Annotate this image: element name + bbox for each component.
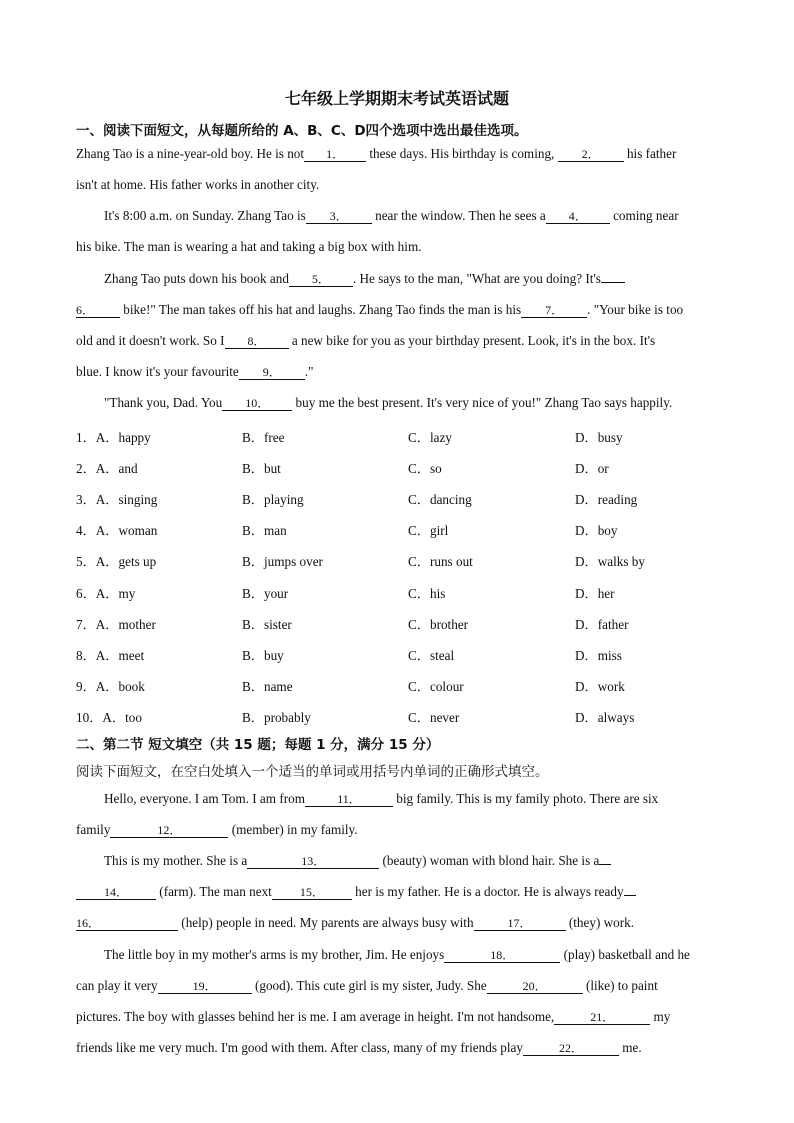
passage1-line: It's 8:00 a.m. on Sunday. Zhang Tao is 3． near the window. Then he sees a 4． coming near [104, 208, 679, 223]
section2-instruction: 阅读下面短文，在空白处填入一个适当的单词或用括号内单词的正确形式填空。 [76, 764, 549, 780]
question-4-option-d[interactable]: D．boy [575, 523, 618, 538]
blank-6[interactable]: 6． [76, 304, 120, 318]
question-3-option-d[interactable]: D．reading [575, 492, 638, 507]
passage1-line: blue. I know it's your favourite 9． ." [76, 364, 314, 379]
passage2-line: Hello, everyone. I am Tom. I am from 11． big family. This is my family photo. There are six [104, 791, 659, 806]
blank-10[interactable]: 10． [222, 397, 292, 411]
blank-18[interactable]: 18． [444, 949, 560, 963]
question-8-option-d[interactable]: D．miss [575, 648, 622, 663]
blank-3[interactable]: 3． [306, 210, 372, 224]
question-7-option-a[interactable]: 7．A．mother [76, 617, 156, 632]
blank-5[interactable]: 5． [289, 273, 353, 287]
passage1-line: 6． bike!" The man takes off his hat and laughs. Zhang Tao finds the man is his 7． . "Your bike is too [76, 302, 684, 317]
passage1-line: Zhang Tao puts down his book and 5． . He says to the man, "What are you doing? It's [104, 271, 625, 287]
blank-8[interactable]: 8． [225, 335, 289, 349]
section1-heading: 一、阅读下面短文，从每题所给的 A、B、C、D四个选项中选出最佳选项。 [76, 123, 528, 139]
blank-17[interactable]: 17． [474, 917, 566, 931]
question-2-option-a[interactable]: 2．A．and [76, 461, 138, 476]
question-2-option-c[interactable]: C．so [408, 461, 442, 476]
passage1-line: his bike. The man is wearing a hat and taking a big box with him. [76, 239, 422, 254]
question-8-option-b[interactable]: B．buy [242, 648, 284, 663]
blank-12[interactable]: 12． [110, 824, 228, 838]
question-2-option-d[interactable]: D．or [575, 461, 609, 476]
page-title: 七年级上学期期末考试英语试题 [284, 89, 509, 108]
passage2-line: The little boy in my mother's arms is my brother, Jim. He enjoys 18． (play) basketball and he [104, 947, 690, 962]
blank-15[interactable]: 15． [272, 886, 352, 900]
passage2-line: 16． (help) people in need. My parents are always busy with 17． (they) work. [76, 915, 635, 930]
question-8-option-a[interactable]: 8．A．meet [76, 648, 145, 663]
question-6-option-c[interactable]: C．his [408, 586, 446, 601]
passage2-line: 14． (farm). The man next 15． her is my father. He is a doctor. He is always ready [76, 884, 636, 900]
question-6-option-a[interactable]: 6．A．my [76, 586, 136, 601]
question-10-option-b[interactable]: B．probably [242, 710, 311, 725]
question-9-option-d[interactable]: D．work [575, 679, 625, 694]
blank-9[interactable]: 9． [239, 366, 305, 380]
question-5-option-d[interactable]: D．walks by [575, 554, 645, 569]
passage2-line: family 12． (member) in my family. [76, 822, 358, 837]
blank-22[interactable]: 22． [523, 1042, 619, 1056]
blank-2[interactable]: 2． [558, 148, 624, 162]
question-4-option-c[interactable]: C．girl [408, 523, 449, 538]
passage1-line: old and it doesn't work. So I 8． a new bike for you as your birthday present. Look, it's in the box. It's [76, 333, 656, 348]
blank-6-start[interactable] [601, 282, 625, 283]
question-5-option-c[interactable]: C．runs out [408, 554, 473, 569]
question-1-option-a[interactable]: 1．A．happy [76, 430, 151, 445]
blank-20[interactable]: 20． [487, 980, 583, 994]
question-1-option-d[interactable]: D．busy [575, 430, 623, 445]
question-2-option-b[interactable]: B．but [242, 461, 281, 476]
passage2-line: friends like me very much. I'm good with them. After class, many of my friends play 22． me. [76, 1040, 642, 1055]
passage1-line: "Thank you, Dad. You 10． buy me the best present. It's very nice of you!" Zhang Tao says happily. [104, 395, 673, 410]
question-10-option-c[interactable]: C．never [408, 710, 460, 725]
question-1-option-c[interactable]: C．lazy [408, 430, 452, 445]
question-9-option-b[interactable]: B．name [242, 679, 293, 694]
question-6-option-d[interactable]: D．her [575, 586, 615, 601]
question-3-option-b[interactable]: B．playing [242, 492, 304, 507]
blank-4[interactable]: 4． [546, 210, 610, 224]
passage1-line: Zhang Tao is a nine-year-old boy. He is not 1． these days. His birthday is coming, 2． his father [76, 146, 677, 161]
passage1-line: isn't at home. His father works in another city. [76, 177, 320, 192]
passage2-line: This is my mother. She is a 13． (beauty) woman with blond hair. She is a [104, 853, 611, 869]
blank-16[interactable]: 16． [76, 917, 178, 931]
question-1-option-b[interactable]: B．free [242, 430, 285, 445]
question-9-option-c[interactable]: C．colour [408, 679, 464, 694]
blank-11[interactable]: 11． [305, 793, 393, 807]
question-5-option-b[interactable]: B．jumps over [242, 554, 323, 569]
blank-1[interactable]: 1． [304, 148, 366, 162]
question-8-option-c[interactable]: C．steal [408, 648, 455, 663]
question-6-option-b[interactable]: B．your [242, 586, 289, 601]
blank-19[interactable]: 19． [158, 980, 252, 994]
blank-13[interactable]: 13． [247, 855, 379, 869]
passage2-line: pictures. The boy with glasses behind her is me. I am average in height. I'm not handsome, 21． my [76, 1009, 671, 1024]
question-9-option-a[interactable]: 9．A．book [76, 679, 145, 694]
question-7-option-b[interactable]: B．sister [242, 617, 292, 632]
blank-14[interactable]: 14． [76, 886, 156, 900]
question-7-option-d[interactable]: D．father [575, 617, 629, 632]
question-3-option-a[interactable]: 3．A．singing [76, 492, 158, 507]
question-4-option-b[interactable]: B．man [242, 523, 287, 538]
question-4-option-a[interactable]: 4．A．woman [76, 523, 158, 538]
question-5-option-a[interactable]: 5．A．gets up [76, 554, 157, 569]
question-10-option-d[interactable]: D．always [575, 710, 635, 725]
blank-14-start[interactable] [599, 864, 611, 865]
question-10-option-a[interactable]: 10．A．too [76, 710, 142, 725]
section2-heading: 二、第二节 短文填空（共 15 题；每题 1 分，满分 15 分） [76, 737, 440, 753]
question-3-option-c[interactable]: C．dancing [408, 492, 472, 507]
question-7-option-c[interactable]: C．brother [408, 617, 469, 632]
blank-16-start[interactable] [624, 895, 636, 896]
blank-21[interactable]: 21． [554, 1011, 650, 1025]
passage2-line: can play it very 19． (good). This cute girl is my sister, Judy. She 20． (like) to paint [76, 978, 658, 993]
blank-7[interactable]: 7． [521, 304, 587, 318]
